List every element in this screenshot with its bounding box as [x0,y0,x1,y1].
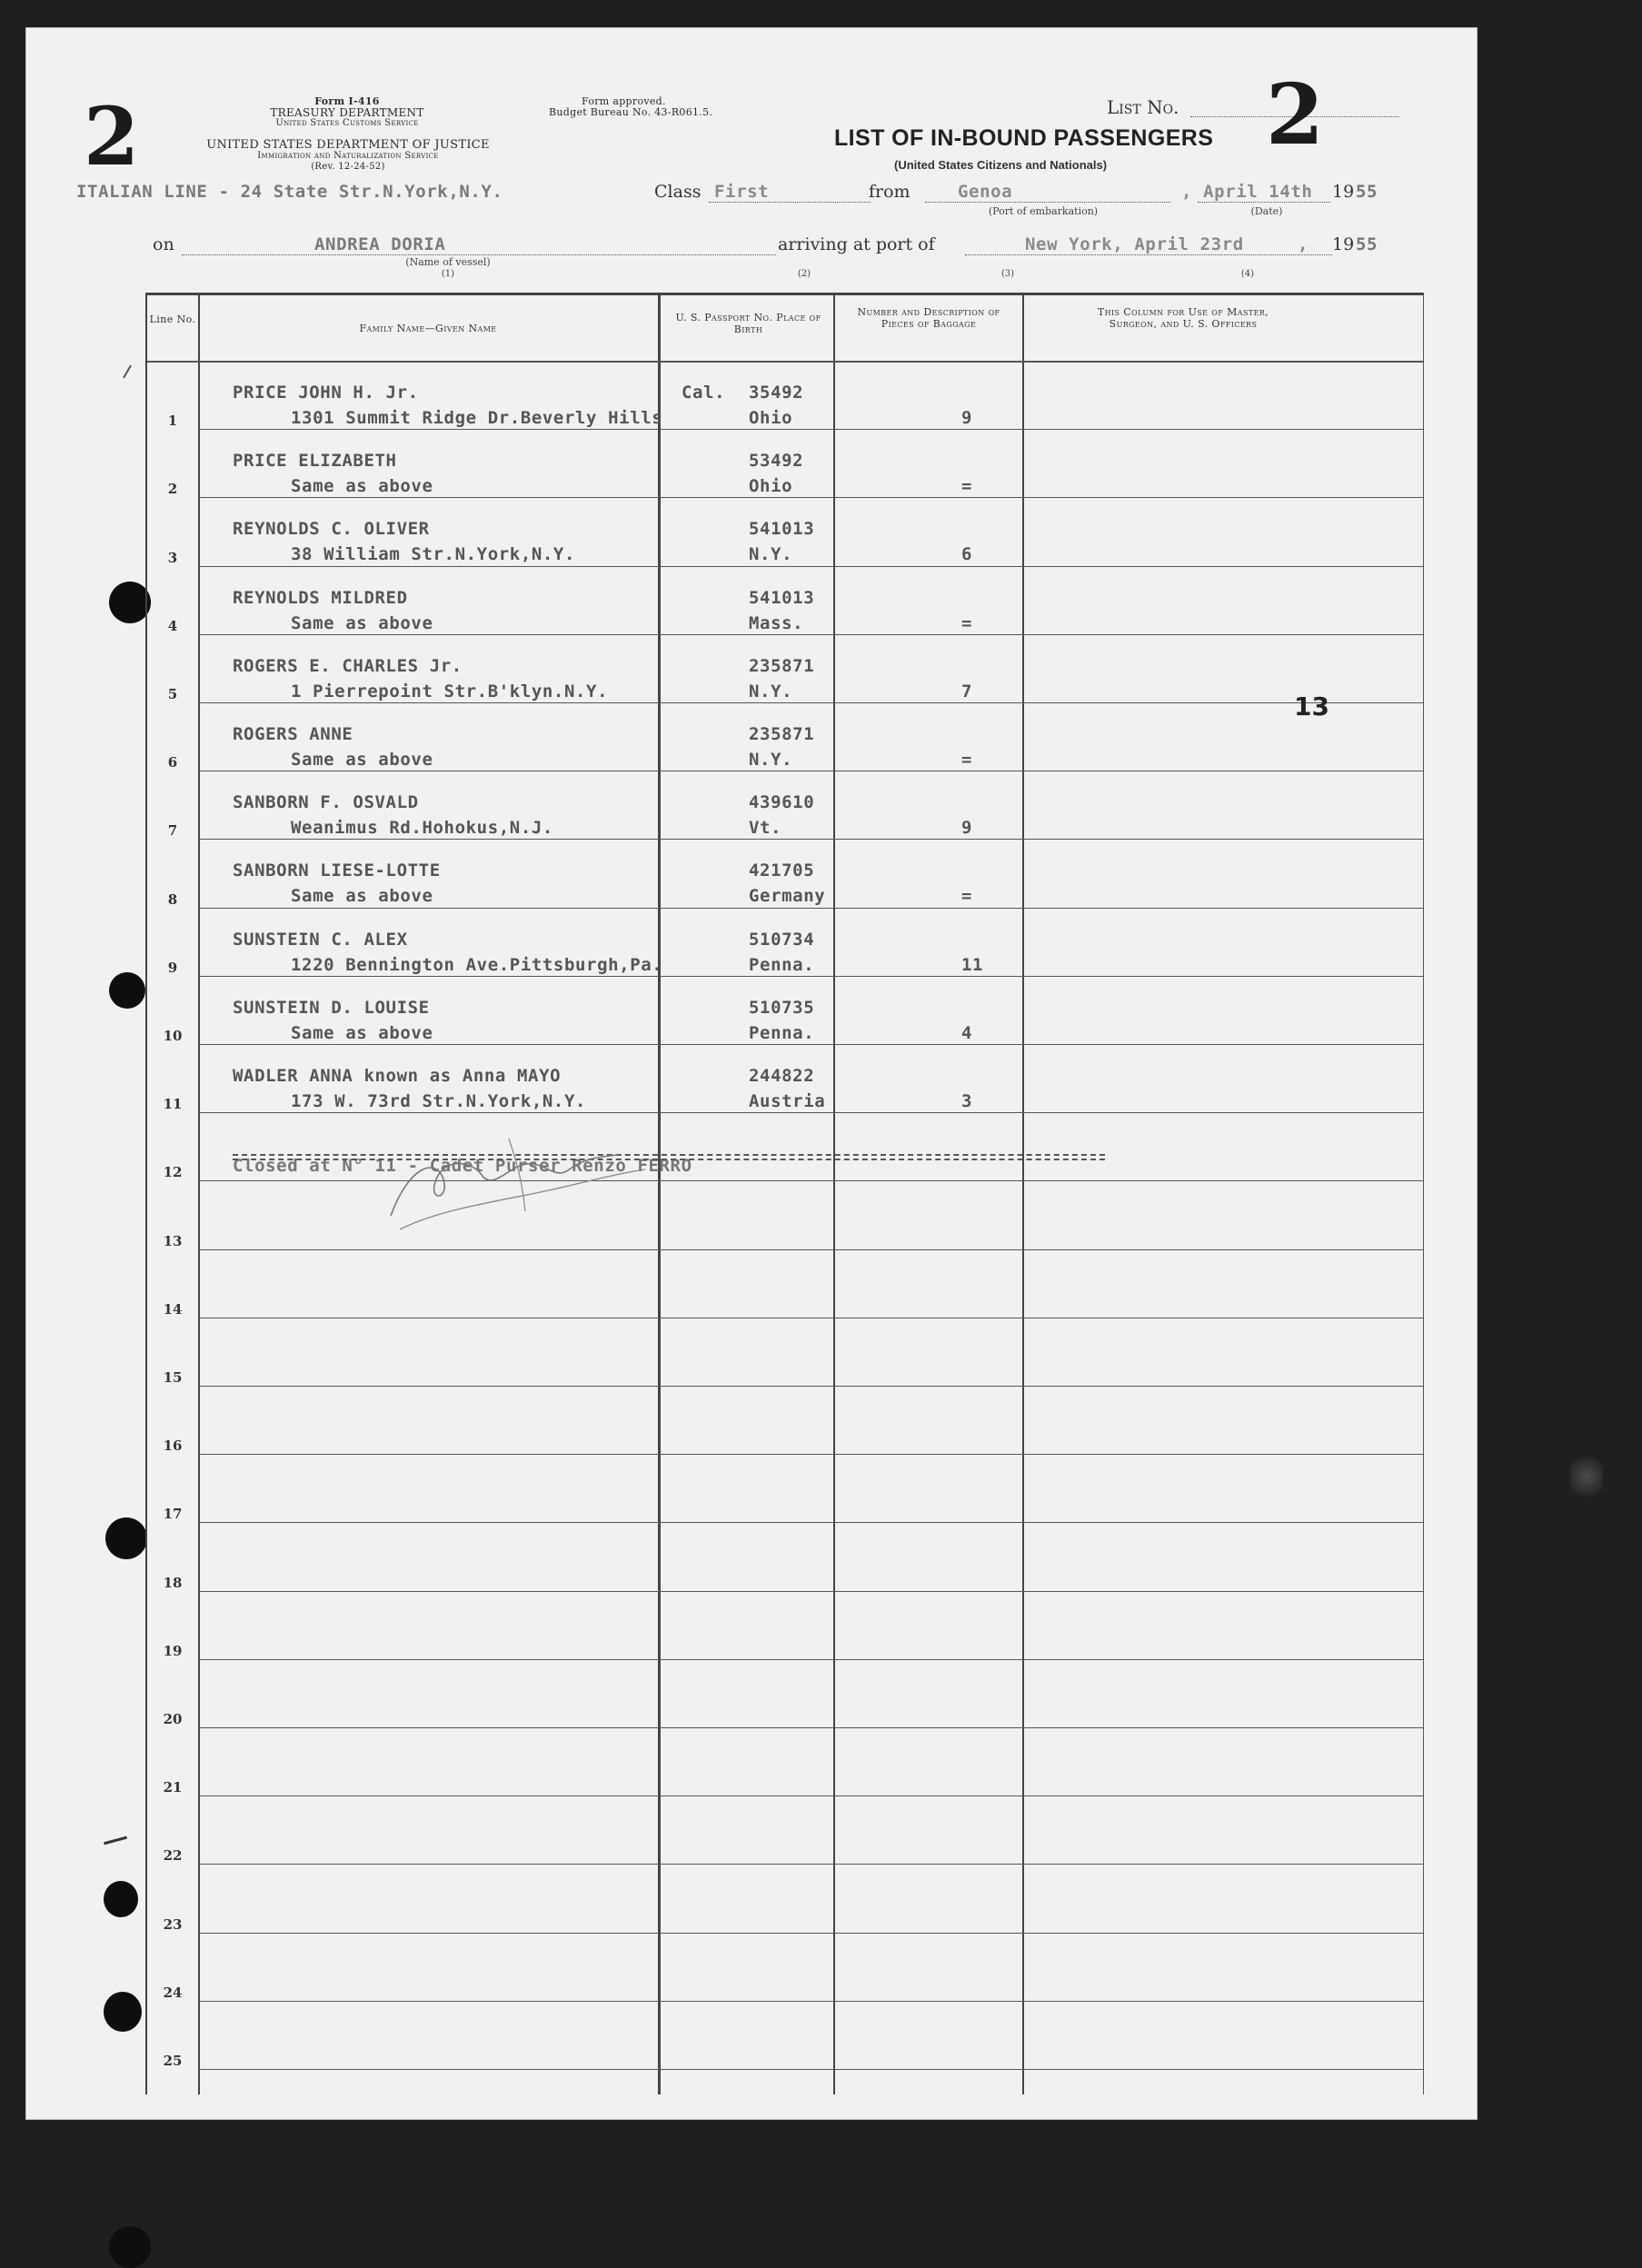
justice-info [153,140,543,173]
passport-number: 439610 [749,792,815,813]
baggage-count: = [961,476,973,497]
line-number: 10 [163,1027,183,1044]
passenger-address: 38 William Str.N.York,N.Y. [291,544,576,565]
closing-dashes [233,1159,1105,1160]
passenger-name: PRICE ELIZABETH [233,451,397,472]
passenger-address: 1 Pierrepoint Str.B'klyn.N.Y. [291,681,609,701]
customs-service: United States Customs Service [275,118,419,128]
passenger-address: 1220 Bennington Ave.Pittsburgh,Pa. [291,954,663,975]
passenger-name: SUNSTEIN D. LOUISE [233,997,430,1018]
row-rule [198,1522,1423,1523]
row-rule [198,1933,1423,1934]
line-number: 25 [163,2052,183,2069]
table-row [147,1544,1423,1612]
place-of-birth: Penna. [749,954,815,975]
line-number: 6 [167,754,178,771]
line-number: 22 [163,1847,183,1865]
row-rule [198,1112,1423,1113]
passenger-address: Same as above [291,1022,433,1043]
place-of-birth: N.Y. [749,544,793,565]
place-of-birth: N.Y. [749,750,793,770]
from-value: Genoa [958,182,1013,202]
passport-number: 421705 [749,860,815,881]
handwritten-signature [373,1129,663,1238]
table-row [147,724,1423,792]
passenger-name: ROGERS ANNE [233,724,353,744]
table-row [147,1271,1423,1339]
table-row [147,1202,1423,1270]
departure-date: , April 14th [1181,182,1313,202]
passenger-address: Same as above [291,886,433,907]
caption-4: (4) [1240,269,1255,279]
officer-mark: 13 [1294,691,1329,721]
line-number: 20 [163,1710,183,1727]
col-baggage: Number and Description of Pieces of Baggage [857,306,1000,330]
passenger-name: SANBORN LIESE-LOTTE [233,860,441,881]
place-of-birth: Ohio [749,408,793,428]
margin-mark [123,365,132,379]
date-line [1198,202,1330,203]
table-row [147,1339,1423,1408]
table-row [147,792,1423,860]
table-row [147,2023,1423,2091]
line-number: 9 [167,959,178,976]
line-number: 15 [163,1368,183,1386]
col-officers: This Column for Use of Master, Surgeon, and U. S. Officers [1097,306,1269,330]
table-row [147,1408,1423,1476]
baggage-count: 9 [961,408,973,428]
passport-number: 541013 [749,587,815,608]
margin-mark [104,1836,127,1845]
place-of-birth: Vt. [749,818,782,839]
col-passport: U. S. Passport No. Place of Birth [675,312,821,335]
table-row [147,519,1423,587]
table-row [147,1066,1423,1134]
line-number: 24 [163,1984,183,2001]
arrival-year-suffix: 55 [1356,234,1378,254]
line-number: 12 [163,1164,183,1181]
line-number: 3 [167,549,178,566]
line-number: 5 [167,685,178,702]
line-number: 14 [163,1300,183,1318]
approval-info [549,96,731,118]
line-number: 13 [163,1232,183,1249]
baggage-count: 11 [961,954,984,975]
closing-dashes [233,1154,1105,1156]
table-row [147,930,1423,998]
passenger-address: Same as above [291,612,433,633]
table-row [147,1749,1423,1817]
baggage-count: 3 [961,1091,973,1111]
treasury-dept: TREASURY DEPARTMENT [270,106,424,119]
line-number: 11 [163,1096,183,1113]
row-rule [198,1659,1423,1660]
page-subtitle: (United States Citizens and Nationals) [894,158,1108,172]
arrival-year-prefix: 19 [1332,234,1355,254]
line-number: 17 [163,1506,183,1523]
passport-number: 235871 [749,724,815,744]
passenger-name: REYNOLDS C. OLIVER [233,519,430,540]
passenger-address: 1301 Summit Ridge Dr.Beverly Hills [291,408,663,428]
row-rule [198,429,1423,430]
line-number: 23 [163,1915,183,1933]
passenger-name: SUNSTEIN C. ALEX [233,929,408,950]
passport-number: 244822 [749,1066,815,1086]
place-of-birth: Ohio [749,476,793,497]
baggage-count: 4 [961,1022,973,1043]
line-number: 19 [163,1642,183,1659]
table-row [147,998,1423,1066]
date-caption: (Date) [1250,205,1283,217]
table-row [147,1613,1423,1681]
header-rule [147,361,1423,363]
row-rule [198,1249,1423,1250]
departure-date-value: April 14th [1203,182,1313,202]
row-rule [198,634,1423,635]
arrival-port: New York, April 23rd [1025,234,1244,254]
place-of-birth: Germany [749,886,826,907]
passenger-address: Weanimus Rd.Hohokus,N.J. [291,818,553,839]
line-number: 18 [163,1574,183,1591]
passport-number: 235871 [749,655,815,676]
vessel-line [182,254,776,255]
row-rule [198,1386,1423,1387]
passenger-table [145,293,1424,2094]
punch-hole [109,972,145,1009]
line-number: 4 [167,617,178,634]
vessel-caption: (Name of vessel) [405,256,491,268]
table-row [147,588,1423,656]
baggage-count: = [961,750,973,770]
arriving-label: arriving at port of [778,234,935,254]
place-of-birth: Penna. [749,1022,815,1043]
table-row [147,656,1423,724]
residence-state: Cal. [682,383,726,403]
line-number: 16 [163,1437,183,1455]
line-number: 21 [163,1779,183,1796]
row-rule [198,1454,1423,1455]
page-title: LIST OF IN-BOUND PASSENGERS [834,125,1214,151]
row-rule [198,908,1423,909]
corner-number: 2 [84,89,140,184]
justice-dept: UNITED STATES DEPARTMENT OF JUSTICE [206,138,490,152]
row-rule [198,497,1423,498]
baggage-count: = [961,886,973,907]
on-label: on [153,234,174,254]
baggage-count: = [961,612,973,633]
caption-3: (3) [1000,269,1015,279]
from-label: from [869,182,911,202]
passenger-address: 173 W. 73rd Str.N.York,N.Y. [291,1091,587,1111]
class-label: Class [654,182,702,202]
row-rule [198,566,1423,567]
place-of-birth: N.Y. [749,681,793,701]
passenger-address: Same as above [291,750,433,770]
passport-number: 510735 [749,997,815,1018]
table-row [147,1681,1423,1749]
passport-number: 541013 [749,519,815,540]
scan-artifact [1570,1454,1603,1499]
punch-hole [104,1881,138,1917]
from-line [925,202,1170,203]
class-line [709,202,871,203]
passenger-name: ROGERS E. CHARLES Jr. [233,655,463,676]
table-row [147,860,1423,929]
row-rule [198,1727,1423,1728]
year-suffix: 55 [1356,182,1378,202]
table-row [147,1885,1423,1954]
caption-2: (2) [797,269,811,279]
place-of-birth: Mass. [749,612,804,633]
passport-number: 510734 [749,929,815,950]
approval-line1: Form approved. [582,95,666,107]
list-number: 2 [1266,65,1325,164]
table-row [147,1817,1423,1885]
line-number: 1 [167,413,178,430]
row-rule [198,1864,1423,1865]
passenger-name: PRICE JOHN H. Jr. [233,383,419,403]
passenger-name: REYNOLDS MILDRED [233,587,408,608]
shipping-line: ITALIAN LINE - 24 State Str.N.York,N.Y. [76,182,503,202]
baggage-count: 9 [961,818,973,839]
passport-number: 53492 [749,451,804,472]
row-rule [198,2001,1423,2002]
row-rule [198,1591,1423,1592]
passenger-address: Same as above [291,476,433,497]
table-row [147,1476,1423,1544]
passport-number: 35492 [749,383,804,403]
form-number: Form I-416 [314,95,380,107]
line-number: 2 [167,481,178,498]
line-number: 8 [167,890,178,908]
row-rule [198,839,1423,840]
list-no-label: List No. [1107,96,1179,118]
punch-hole [109,2226,151,2268]
col-name: Family Name—Given Name [359,323,497,334]
arrival-comma: , [1298,234,1309,254]
vessel-name: ANDREA DORIA [314,234,446,254]
punch-hole [105,1517,147,1559]
year-prefix: 19 [1332,182,1355,202]
revision: (Rev. 12-24-52) [311,162,385,172]
row-rule [198,2069,1423,2070]
row-rule [198,702,1423,703]
passenger-name: SANBORN F. OSVALD [233,792,419,813]
port-embark-caption: (Port of embarkation) [988,205,1099,217]
vessel-caption-num: (1) [441,269,455,279]
baggage-count: 7 [961,681,973,701]
class-value: First [714,182,770,202]
place-of-birth: Austria [749,1091,826,1111]
arrival-line [965,254,1332,255]
approval-line2: Budget Bureau No. 43-R061.5. [549,106,713,118]
passenger-name: WADLER ANNA known as Anna MAYO [233,1066,562,1086]
passenger-address: Closed at N° 11 - Cadet Purser Renzo FERRO [233,1156,692,1177]
table-row [147,451,1423,519]
form-info [220,96,474,129]
row-rule [198,1044,1423,1045]
immigration-service: Immigration and Naturalization Service [257,151,439,161]
table-row [147,1955,1423,2023]
line-number: 7 [167,822,178,840]
row-rule [198,976,1423,977]
table-row [147,383,1423,451]
col-line-no: Line No. [149,313,196,325]
punch-hole [104,1992,142,2032]
manifest-sheet [25,27,1478,2120]
baggage-count: 6 [961,544,973,565]
table-row [147,1134,1423,1202]
